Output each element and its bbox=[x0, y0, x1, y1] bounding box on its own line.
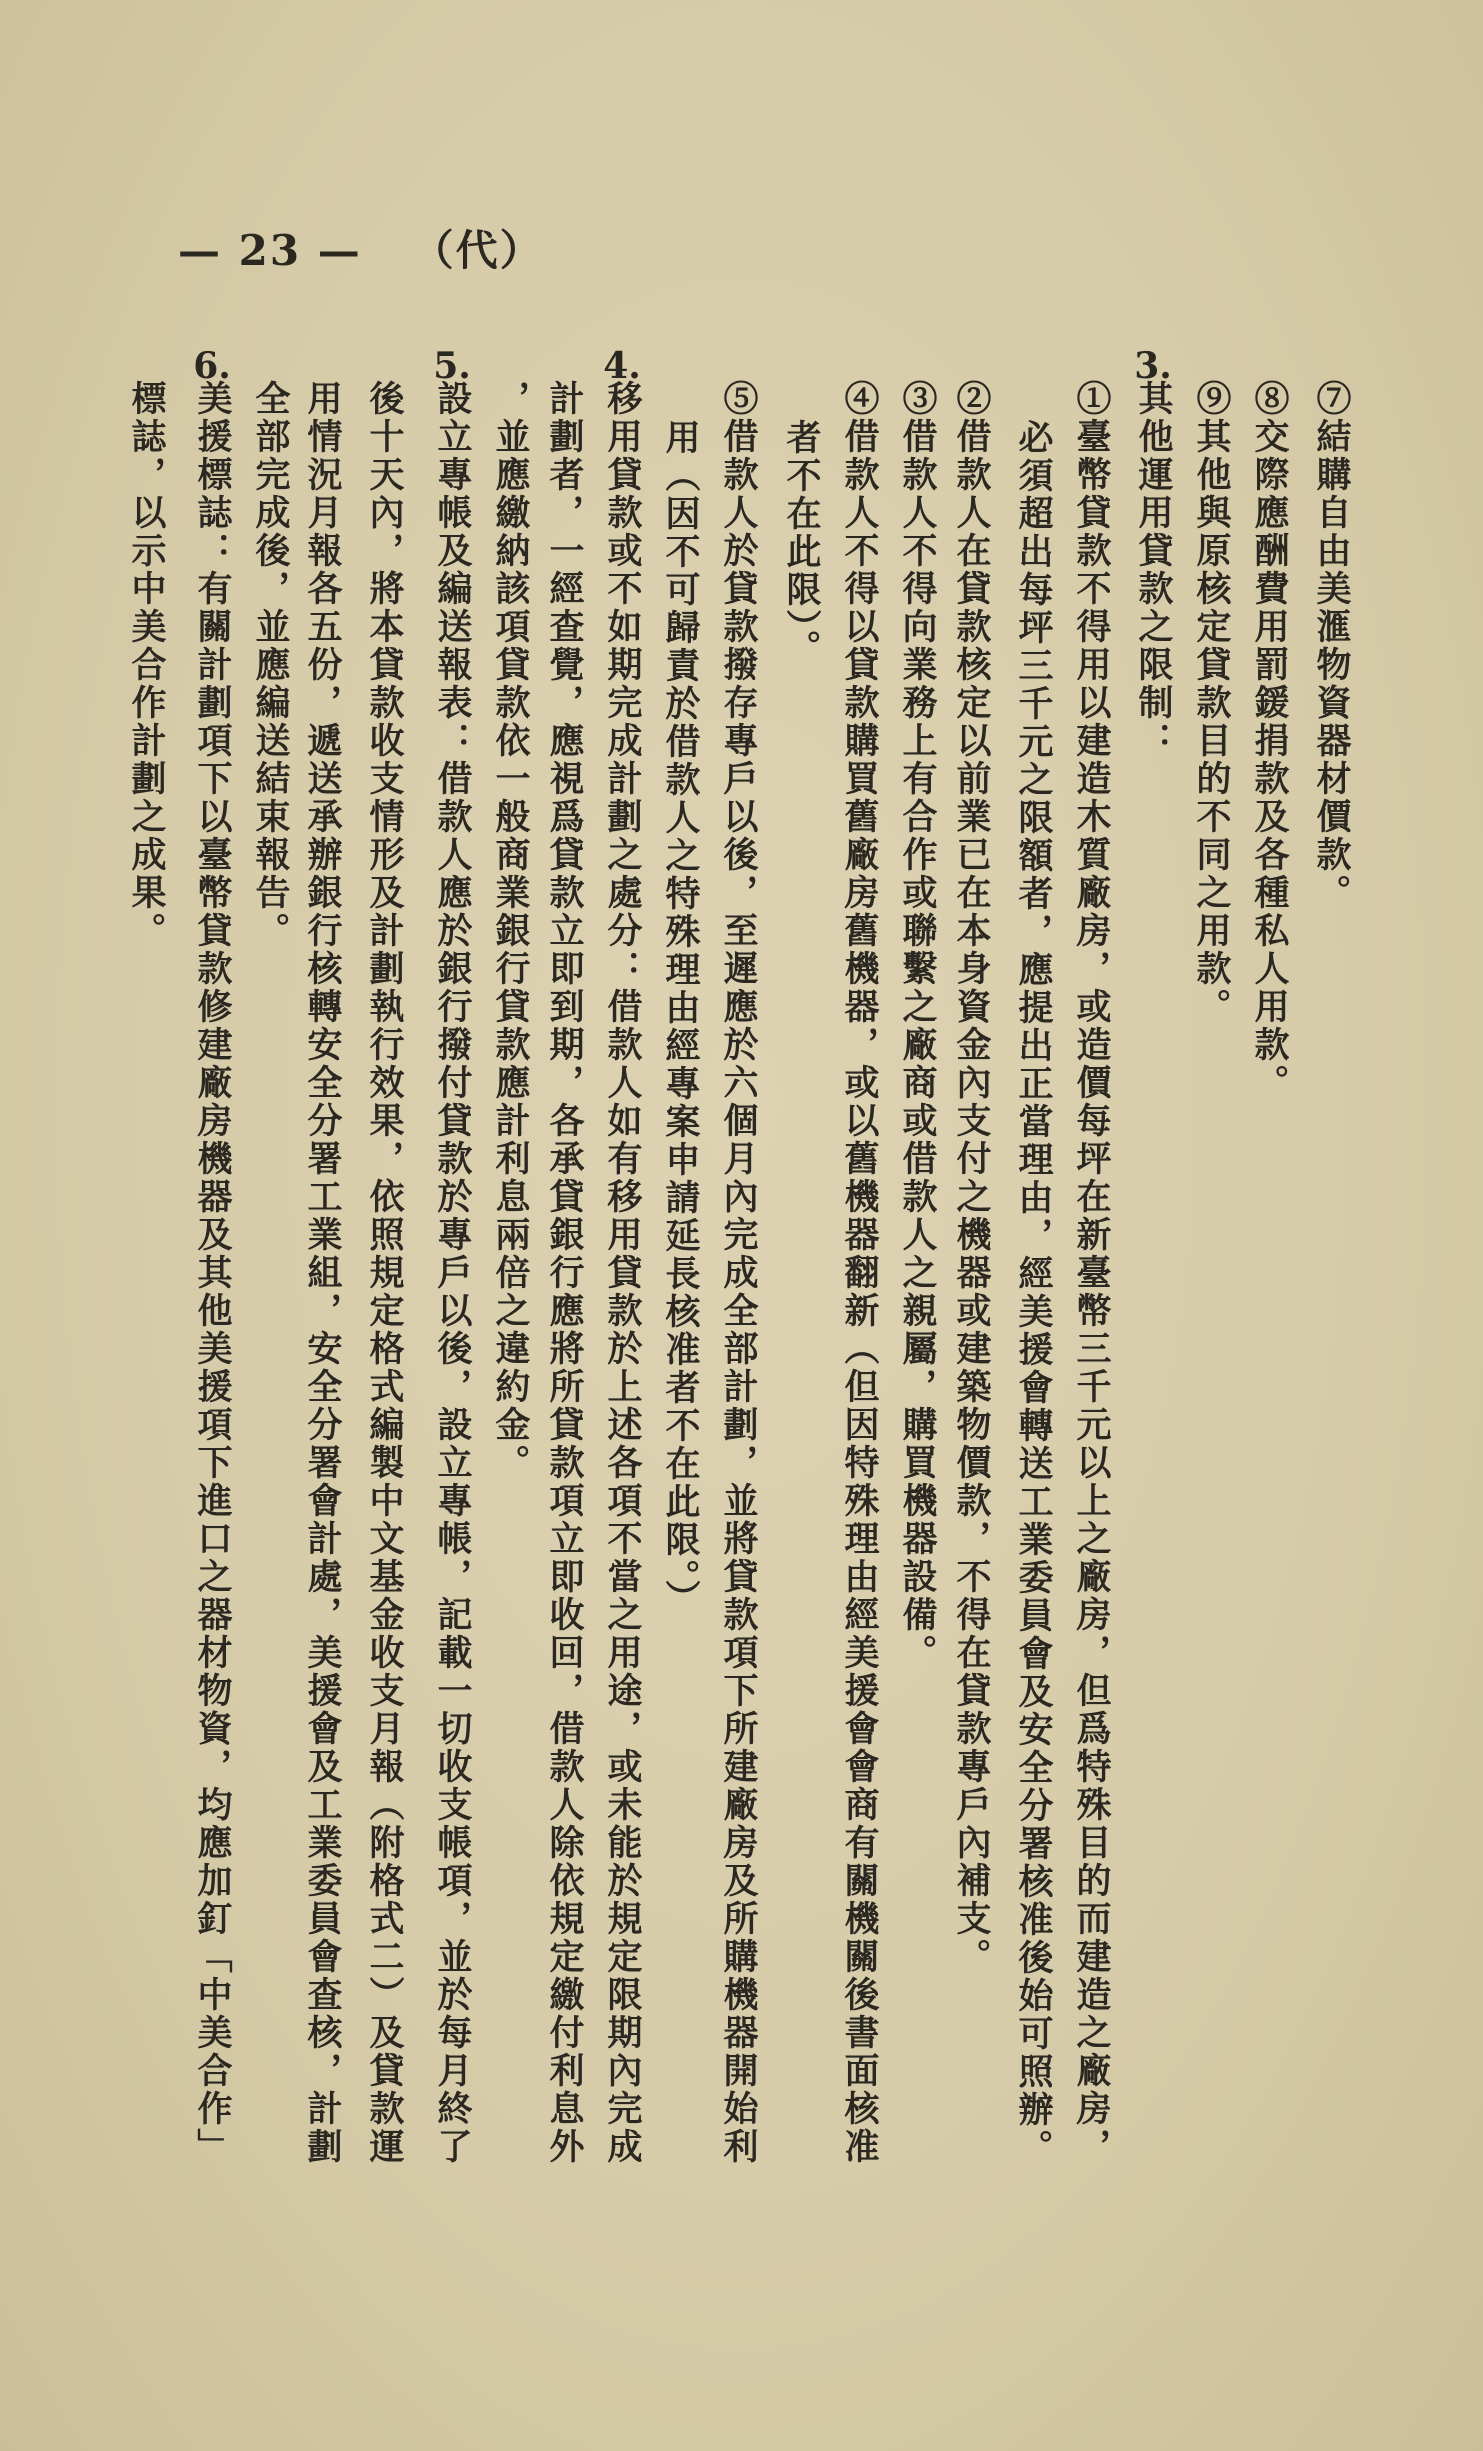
page-mark: （代） bbox=[411, 226, 544, 275]
text-column-item-9: ⑨其他與原核定貸款目的不同之用款。 bbox=[1191, 380, 1232, 1026]
text-column-section-6-cont: 標誌，以示中美合作計劃之成果。 bbox=[126, 380, 167, 950]
text-column-section-6: 美援標誌：有關計劃項下以臺幣貸款修建廠房機器及其他美援項下進口之器材物資，均應加釘「中美合作」 bbox=[192, 380, 233, 2166]
text-column-restriction-4-cont: 者不在此限）。 bbox=[781, 419, 822, 668]
text-column-section-4-cont-2: ，並應繳納該項貸款依一般商業銀行貸款應計利息兩倍之違約金。 bbox=[490, 380, 531, 1482]
text-column-restriction-2: ②借款人在貸款核定以前業已在本身資金內支付之機器或建築物價款，不得在貸款專戶內補支。 bbox=[951, 380, 992, 1976]
text-column-restriction-5: ⑤借款人於貸款撥存專戶以後，至遲應於六個月內完成全部計劃，並將貸款項下所建廠房及所購機器開始利 bbox=[718, 380, 759, 2166]
text-column-section-5-cont-2: 用情況月報各五份，遞送承辦銀行核轉安全分署工業組，安全分署會計處，美援會及工業委員會查核，計劃 bbox=[302, 380, 343, 2166]
text-column-section-4-cont: 計劃者，一經查覺，應視爲貸款立即到期，各承貸銀行應將所貸款項立即收回，借款人除依規定繳付利息外 bbox=[544, 380, 585, 2166]
text-column-restriction-5-cont: 用（因不可歸責於借款人之特殊理由經專案申請延長核准者不在此限。） bbox=[660, 419, 701, 1618]
section-number-5: 5. bbox=[433, 345, 471, 387]
text-column-item-7: ⑦結購自由美滙物資器材價款。 bbox=[1311, 380, 1352, 912]
text-column-restriction-3: ③借款人不得向業務上有合作或聯繫之廠商或借款人之親屬，購買機器設備。 bbox=[897, 380, 938, 1672]
text-column-section-5-cont-3: 全部完成後，並應編送結束報告。 bbox=[250, 380, 291, 950]
text-column-section-4: 移用貸款或不如期完成計劃之處分：借款人如有移用貸款於上述各項不當之用途，或未能於規定限期內完成 bbox=[602, 380, 643, 2166]
text-column-section-5: 設立專帳及編送報表：借款人應於銀行撥付貸款於專戶以後，設立專帳，記載一切收支帳項，並於每月終了 bbox=[432, 380, 473, 2166]
text-column-section-3-title: 其他運用貸款之限制： bbox=[1133, 380, 1174, 760]
section-number-4: 4. bbox=[603, 345, 641, 387]
section-number-6: 6. bbox=[193, 345, 231, 387]
text-column-restriction-1: ①臺幣貸款不得用以建造木質廠房，或造價每坪在新臺幣三千元以上之廠房，但爲特殊目的而建造之廠房， bbox=[1071, 380, 1112, 2166]
text-column-restriction-1-cont: 必須超出每坪三千元之限額者，應提出正當理由，經美援會轉送工業委員會及安全分署核准後始可照辦。 bbox=[1013, 419, 1054, 2167]
text-column-item-8: ⑧交際應酬費用罰鍰捐款及各種私人用款。 bbox=[1249, 380, 1290, 1102]
page-header bbox=[178, 218, 544, 278]
page-number: — 23 — bbox=[178, 226, 362, 275]
text-column-restriction-4: ④借款人不得以貸款購買舊廠房舊機器，或以舊機器翻新（但因特殊理由經美援會會商有關機關後書面核准 bbox=[839, 380, 880, 2166]
section-number-3: 3. bbox=[1134, 345, 1172, 387]
text-column-section-5-cont: 後十天內，將本貸款收支情形及計劃執行效果，依照規定格式編製中文基金收支月報（附格式二）及貸款運 bbox=[364, 380, 405, 2166]
